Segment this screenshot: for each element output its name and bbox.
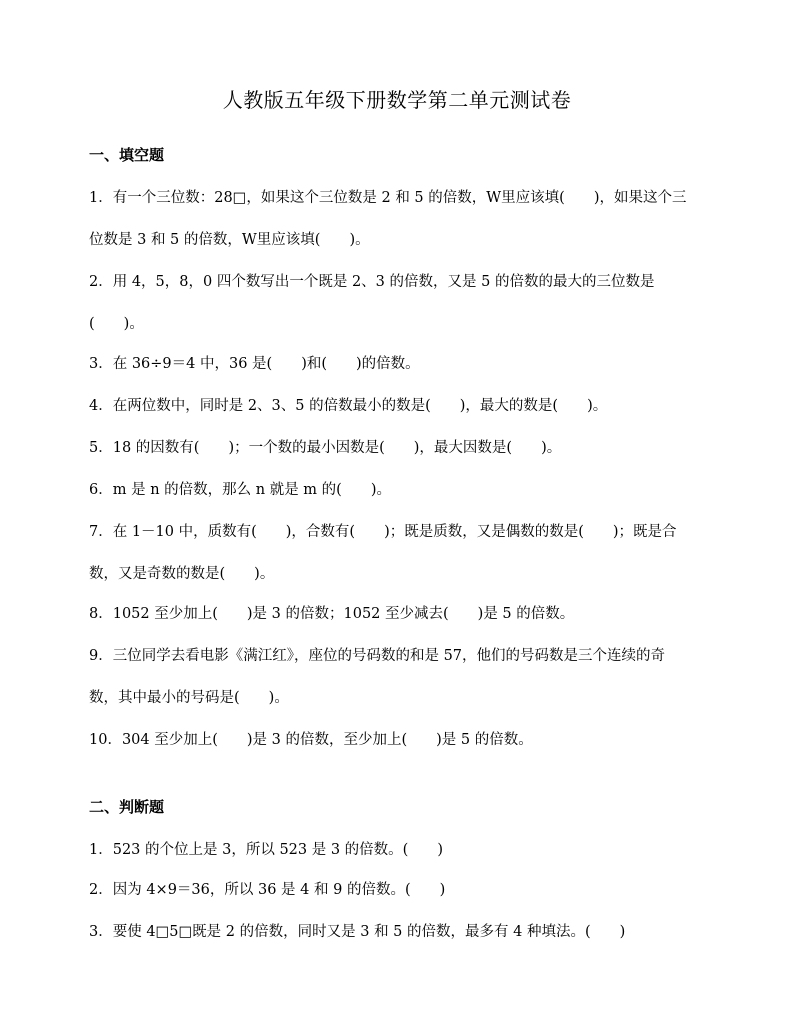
section-heading-fill-blank: 一、填空题 <box>89 146 165 164</box>
question-line: 数，其中最小的号码是( )。 <box>89 690 289 706</box>
question-line: 4．在两位数中，同时是 2、3、5 的倍数最小的数是( )，最大的数是( )。 <box>89 398 608 414</box>
question-line: 2．用 4，5，8，0 四个数写出一个既是 2、3 的倍数，又是 5 的倍数的最大的三位数是 <box>89 274 655 290</box>
section-heading-true-false: 二、判断题 <box>89 798 165 816</box>
question-line: 5．18 的因数有( )；一个数的最小因数是( )，最大因数是( )。 <box>89 440 562 456</box>
question-line: 数，又是奇数的数是( )。 <box>89 566 275 582</box>
question-line: ( )。 <box>89 316 144 332</box>
question-line: 1．有一个三位数：28□，如果这个三位数是 2 和 5 的倍数，W里应该填( )，如果这个三 <box>89 190 687 206</box>
question-line: 9．三位同学去看电影《满江红》，座位的号码数的和是 57，他们的号码数是三个连续的奇 <box>89 648 666 664</box>
question-line: 3．在 36÷9＝4 中，36 是( )和( )的倍数。 <box>89 356 420 372</box>
question-line: 6．m 是 n 的倍数，那么 n 就是 m 的( )。 <box>89 482 391 498</box>
page-title: 人教版五年级下册数学第二单元测试卷 <box>222 88 572 112</box>
question-line: 10．304 至少加上( )是 3 的倍数，至少加上( )是 5 的倍数。 <box>89 732 533 748</box>
question-line: 1．523 的个位上是 3，所以 523 是 3 的倍数。( ) <box>89 842 443 858</box>
question-line: 2．因为 4×9＝36，所以 36 是 4 和 9 的倍数。( ) <box>89 882 446 898</box>
question-line: 8．1052 至少加上( )是 3 的倍数；1052 至少减去( )是 5 的倍数。 <box>89 606 575 622</box>
question-line: 7．在 1－10 中，质数有( )，合数有( )；既是质数，又是偶数的数是( )；既是合 <box>89 524 677 540</box>
question-line: 3．要使 4□5□既是 2 的倍数，同时又是 3 和 5 的倍数，最多有 4 种填法。( ) <box>89 924 626 940</box>
question-line: 位数是 3 和 5 的倍数，W里应该填( )。 <box>89 232 370 248</box>
